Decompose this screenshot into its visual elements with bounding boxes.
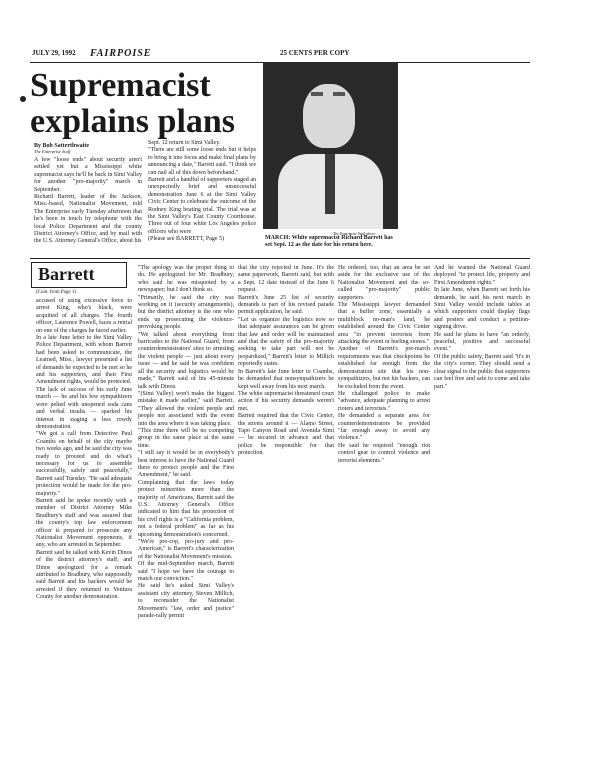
- jump-headline: Barrett: [38, 264, 95, 284]
- section-rule: [30, 258, 530, 259]
- issue-date: JULY 29, 1992: [32, 49, 76, 57]
- bullet-mark: [20, 96, 26, 102]
- paper-name: FAIRPOISE: [90, 48, 152, 59]
- jump-column-5: And he wanted the National Guard deployed "to protect life, property and First Amendment rights." In late June, when Barrett set forth his demands, he said his next march in Simi Valley would include tables at which supporters could display flags and posters and conduct a petition-signing drive. He said he plans to have "an orderly, peaceful, positive and successful event." Of the public safety, Barrett said "it's in the city's corner. They should send a clear signal to the public that supporters can feel free and safe to come and take part.": [434, 265, 530, 390]
- jump-column-3: that the city rejected in June. It's the same paperwork, Barrett said, but with a Sept. 12 date instead of the June 6 request. Barrett's June 25 list of security demands is part of his revised parade permit application, he said. "Let us organize the logistics now so that adequate assurances can be given that law and order will be maintained and that the safety of the pro-majority seeking to take part will not be jeopardized," Barrett's letter to Millich reportedly states. In Barrett's late June letter to Coambs, he demanded that nonsympathizers be kept well away from his next march. The white supremacist threatened court action if his security demands weren't met. Barrett required that the Civic Center, the streets around it — Alamo Street, Tapo Canyon Road and Avenida Simi — be secured in advance and that police be responsible for that protection.: [238, 265, 334, 457]
- photo-richard-barrett: [263, 62, 398, 229]
- photo-tie: [325, 154, 335, 214]
- continued-from: (Cont. from Page 1): [36, 290, 76, 295]
- photo-credit: The Enterprise Staff photo: [333, 231, 376, 236]
- photo-glasses-left: [311, 92, 323, 96]
- photo-caption: MARCH: White supremacist Richard Barrett has set Sept. 12 as the date for his return here.: [265, 235, 393, 248]
- masthead: [30, 48, 530, 62]
- photo-glasses-right: [333, 92, 345, 96]
- article-column-1: A few "loose ends" about security aren't settled yet but a Mississippi white supremacist says he'll be back in Simi Valley for another "pro-majority" march in September. Richard Barrett, leader of the Jackson, Miss.-based, Nationalist Movement, told The Enterprise early Tuesday afternoon that he's been in touch by telephone with the local Police Department and the county District Attorney's Office, and by mail with the U.S. Attorney General's Office, about his: [34, 157, 142, 245]
- byline: By Bob Satterthwaite: [34, 143, 89, 149]
- jump-column-1: accused of using excessive force to arrest King, who's black, were acquitted of all charges. The fourth officer, Laurence Powell, faces a retrial on one of the charges he faced earlier. In a late June letter to the Simi Valley Police Department, with whom Barrett had been asked to communicate, the Learned, Miss., lawyer presented a list of demands he expected to be met so he and his supporters, and their First Amendment rights, would be protected. The lack of success of his early June march — he and his few sympathizers were pelted with unopened soda cans and verbal insults — sparked his interest in staging a less rowdy demonstration. "We got a call from Detective Paul Coambs on behalf of the city maybe two weeks ago, and he said the city was ready to proceed and do what's necessary for us to assemble successfully, safely and peacefully," Barrett said Tuesday. "He said adequate protection would be made for the pro-majority." Barrett said he spoke recently with a member of District Attorney Mike Bradbury's staff and was assured that the county's top law enforcement officer is prepared to prosecute any Nationalist Movement opponents, if any, who are arrested in September. Barrett said he talked with Kevin Dinos of the district attorney's staff, and Dinos apologized for a remark attributed to Bradbury, who supposedly said Barrett and his backers would be arrested if they returned to Ventura County for another demonstration.: [36, 298, 132, 601]
- byline-staff: The Enterprise Staff: [34, 149, 71, 154]
- headline: Supremacist explains plans: [30, 67, 236, 140]
- price: 25 CENTS PER COPY: [280, 49, 350, 57]
- article-column-2: Sept. 12 return to Simi Valley. "There are still some loose ends but it helps to bring it into focus and make final plans by announcing a date," Barrett said. "I think we can nail all of this down beforehand." Barrett and a handful of supporters staged an unexpectedly brief and unsuccessful demonstration June 6 at the Simi Valley Civic Center to celebrate the outcome of the Rodney King beating trial. The trial was at the Simi Valley's East County Courthouse. Three out of four white Los Angeles police officers who were (Please see BARRETT, Page 5): [148, 140, 256, 243]
- jump-column-2: "The apology was the proper thing to do. He apologized for Mr. Bradbury, who said he was misquoted by a newspaper; but I don't think so. "Primarily, he said the city was working on it (security arrangements), but the district attorney is the one who ends up prosecuting the violence-provoking people. "We talked about everything from barricades to the National Guard, from counterdemonstrators' sites to arresting the violent people — just about every issue — and he said he was confident all the security and logistics would be made," Barrett said of his 45-minute talk with Dinos. "(Simi Valley) won't make the biggest mistake it made earlier," said Barrett. "They allowed the violent people and people not associated with the event into the area where it was taking place. "This time there will be no competing group in the same place at the same time. "I still say it would be in everybody's best interest to have the National Guard there to protect people and the First Amendment," he said. Complaining that the laws today protect minorities more than the majority of Americans, Barrett said the U.S. Attorney General's Office indicated to him that his protection of his civil rights is a "California problem, not a federal problem" as far as his upcoming demonstration's concerned. "We're pro-cop, pro-jury and pro-American," is Barrett's characterization of the Nationalist Movement's mission. Of the mid-September march, Barrett said "I hope we have the courage to match our conviction." He said he's asked Simi Valley's assistant city attorney, Steven Millich, to reconsider the Nationalist Movement's "law, order and justice" parade-rally permit: [138, 265, 234, 620]
- jump-column-4: He ordered, too, that an area be set aside for the exclusive use of the Nationalist Movement and the so-called "pro-majority" public supporters. The Mississippi lawyer demanded that a buffer zone, essentially a multiblock no-man's land, be established around the Civic Center area "to prevent terrorists from attacking the event or hurling stones." Another of Barrett's pre-march requirements was that checkpoints be established far enough from the demonstration site that his non-sympathizers, but not his backers, can be excluded from the event. He challenged police to make "advance, adequate planning to arrest rioters and terrorists." He demanded a separate area for counterdemonstrators be provided "far enough away to avoid any violence." He said he required "enough riot control gear to control violence and terrorist elements.": [338, 265, 430, 464]
